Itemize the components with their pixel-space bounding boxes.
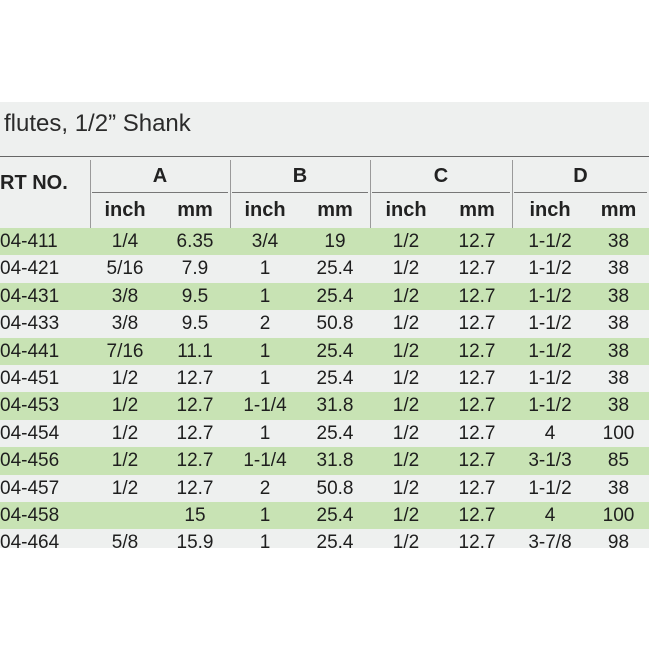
table-cell: 12.7 (458, 340, 496, 362)
table-cell: 1/2 (392, 313, 420, 335)
table-cell: 15.9 (176, 532, 214, 548)
column-separator (90, 160, 91, 228)
table-cell: 12.7 (458, 368, 496, 389)
table-cell: 1/2 (392, 368, 420, 389)
table-cell: 12.7 (458, 422, 496, 444)
table-row (0, 365, 649, 392)
table-cell: 1-1/2 (528, 258, 572, 280)
table-cell: 6.35 (176, 231, 214, 252)
table-row (0, 283, 649, 310)
table-cell: 1-1/2 (528, 231, 572, 252)
table-cell: 1/2 (392, 258, 420, 280)
table-cell: 38 (607, 477, 630, 499)
table-cell: 1/2 (392, 532, 420, 548)
table-cell: 7.9 (181, 258, 209, 280)
table-cell: 4 (544, 505, 556, 526)
table-cell: 25.4 (316, 532, 354, 548)
table-cell: 5/8 (111, 532, 139, 548)
table-cell: 12.7 (176, 368, 214, 389)
table-cell: 1 (259, 258, 271, 280)
table-cell: 12.7 (458, 477, 496, 499)
table-cell: 1/2 (392, 231, 420, 252)
column-separator (230, 160, 231, 228)
group-underline (514, 192, 647, 193)
table-cell: 1 (259, 532, 271, 548)
table-row (0, 447, 649, 474)
table-cell: 1/2 (111, 422, 139, 444)
table-cell: 1/4 (111, 231, 139, 252)
unit-header-inch: inch (529, 199, 571, 221)
table-cell: 38 (607, 340, 630, 362)
part-number-cell: 04-457 (0, 477, 60, 499)
table-cell: 3/8 (111, 285, 139, 307)
unit-header-inch: inch (104, 199, 146, 221)
part-number-cell: 04-456 (0, 450, 60, 472)
unit-header-mm: mm (459, 199, 495, 221)
group-underline (232, 192, 368, 193)
table-cell: 12.7 (176, 477, 214, 499)
table-row (0, 420, 649, 447)
table-cell: 100 (602, 422, 635, 444)
table-cell: 38 (607, 313, 630, 335)
unit-header-inch: inch (385, 199, 427, 221)
table-cell: 38 (607, 368, 630, 389)
part-number-cell: 04-433 (0, 313, 60, 335)
table-cell: 25.4 (316, 368, 354, 389)
table-cell: 1/2 (392, 395, 420, 417)
table-row (0, 529, 649, 548)
table-cell: 12.7 (458, 395, 496, 417)
unit-header-mm: mm (177, 199, 213, 221)
part-number-cell: 04-421 (0, 258, 60, 280)
column-separator (370, 160, 371, 228)
table-cell: 38 (607, 285, 630, 307)
unit-header-inch: inch (244, 199, 286, 221)
table-cell: 1/2 (111, 477, 139, 499)
table-cell: 25.4 (316, 505, 354, 526)
table-cell: 12.7 (458, 450, 496, 472)
part-number-cell: 04-411 (0, 231, 58, 252)
table-cell: 1/2 (392, 422, 420, 444)
table-cell (90, 502, 160, 529)
table-cell: 31.8 (316, 395, 354, 417)
table-cell: 1/2 (111, 450, 139, 472)
table-cell: 1-1/2 (528, 285, 572, 307)
table-cell: 12.7 (458, 258, 496, 280)
table-cell: 12.7 (458, 285, 496, 307)
table-row (0, 502, 649, 529)
table-cell: 1-1/2 (528, 477, 572, 499)
table-cell: 1 (259, 422, 271, 444)
group-header-b: B (292, 165, 308, 187)
table-cell: 31.8 (316, 450, 354, 472)
unit-header-mm: mm (600, 199, 637, 221)
table-cell: 1-1/2 (528, 313, 572, 335)
table-cell: 1-1/4 (243, 395, 287, 417)
table-cell: 12.7 (458, 231, 496, 252)
part-number-cell: 04-453 (0, 395, 60, 417)
table-cell: 9.5 (181, 313, 209, 335)
part-number-cell: 04-431 (0, 285, 60, 307)
table-cell: 1/2 (392, 450, 420, 472)
part-number-cell: 04-454 (0, 422, 60, 444)
column-separator (512, 160, 513, 228)
table-row (0, 475, 649, 502)
table-cell: 12.7 (176, 395, 214, 417)
table-cell: 11.1 (177, 340, 213, 362)
table-cell: 25.4 (316, 422, 354, 444)
table-cell: 1/2 (392, 285, 420, 307)
table-cell: 50.8 (316, 477, 354, 499)
table-cell: 25.4 (316, 340, 354, 362)
table-cell: 2 (259, 477, 271, 499)
table-cell: 1-1/4 (243, 450, 287, 472)
group-header-d: D (573, 165, 588, 187)
part-number-cell: 04-464 (0, 532, 60, 548)
table-cell: 1/2 (392, 505, 420, 526)
table-cell: 1 (259, 285, 271, 307)
table-cell: 12.7 (458, 532, 496, 548)
group-underline (372, 192, 510, 193)
table-row (0, 310, 649, 337)
unit-header-mm: mm (317, 199, 353, 221)
table-cell: 2 (259, 313, 271, 335)
table-cell: 25.4 (316, 285, 354, 307)
table-cell: 19 (324, 231, 346, 252)
table-cell: 1-1/2 (528, 368, 572, 389)
table-cell: 38 (607, 258, 630, 280)
table-cell: 3/4 (251, 231, 279, 252)
table-cell: 1 (259, 505, 271, 526)
group-underline (92, 192, 228, 193)
table-cell: 85 (607, 450, 630, 472)
table-cell: 12.7 (176, 450, 214, 472)
table-row (0, 392, 649, 419)
table-cell: 12.7 (458, 313, 496, 335)
table-row (0, 228, 649, 255)
table-cell: 7/16 (106, 340, 144, 362)
group-header-a: A (152, 165, 168, 187)
table-cell: 1/2 (392, 340, 420, 362)
table-cell: 1/2 (111, 368, 139, 389)
table-cell: 3-7/8 (528, 532, 572, 548)
table-cell: 1-1/2 (528, 395, 572, 417)
table-cell: 1/2 (111, 395, 139, 417)
table-cell: 100 (602, 505, 635, 526)
title-rule (0, 156, 649, 157)
part-no-header: RT NO. (0, 172, 68, 194)
table-cell: 1/2 (392, 477, 420, 499)
spec-sheet (0, 102, 649, 548)
table-title: flutes, 1/2” Shank (4, 110, 191, 137)
table-cell: 15 (184, 505, 206, 526)
table-cell: 12.7 (458, 505, 496, 526)
table-cell: 25.4 (316, 258, 354, 280)
table-cell: 1-1/2 (528, 340, 572, 362)
part-number-cell: 04-458 (0, 505, 60, 526)
table-cell: 4 (544, 422, 556, 444)
table-cell: 12.7 (176, 422, 214, 444)
table-cell: 38 (607, 231, 630, 252)
table-cell: 3-1/3 (528, 450, 572, 472)
table-cell: 5/16 (106, 258, 144, 280)
table-cell: 1 (259, 368, 271, 389)
table-cell: 3/8 (111, 313, 139, 335)
table-row (0, 338, 649, 365)
table-cell: 1 (259, 340, 271, 362)
group-header-c: C (433, 165, 449, 187)
table-cell: 38 (607, 395, 630, 417)
table-row (0, 255, 649, 282)
table-cell: 98 (607, 532, 630, 548)
part-number-cell: 04-451 (0, 368, 60, 389)
table-cell: 50.8 (316, 313, 354, 335)
table-cell: 9.5 (181, 285, 209, 307)
part-number-cell: 04-441 (0, 340, 60, 362)
